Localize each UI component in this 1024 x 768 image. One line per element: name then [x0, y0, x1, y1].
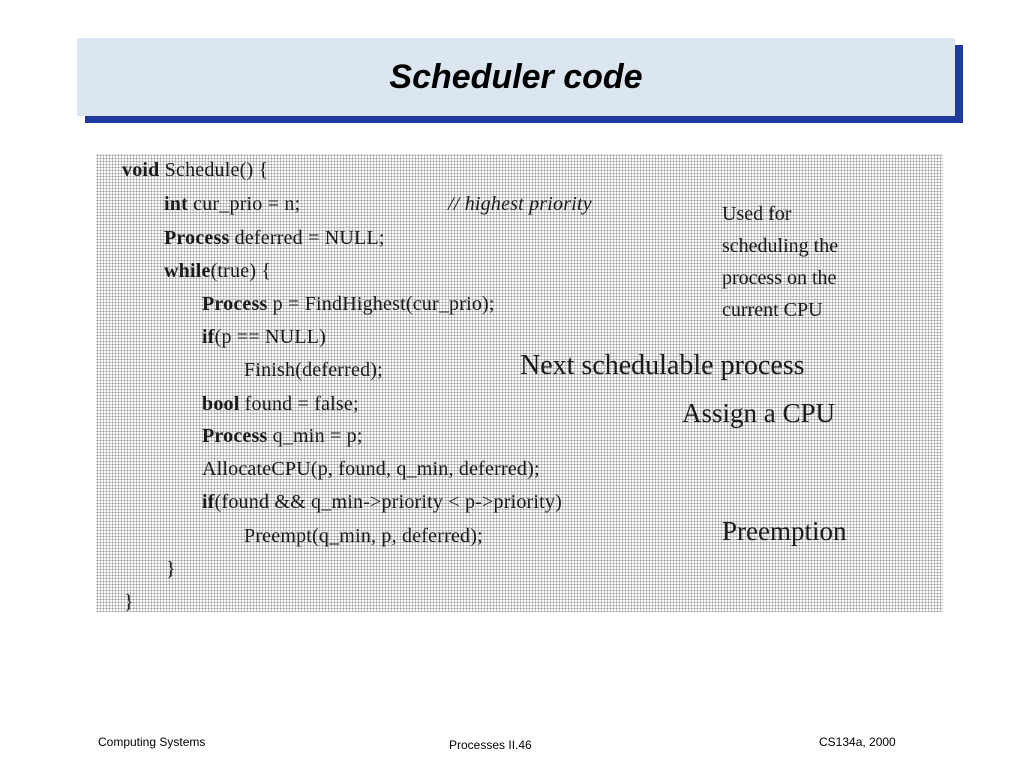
footer-center: Processes II.46 — [449, 738, 532, 752]
note-used-for-line-4: current CPU — [722, 299, 823, 321]
code-line-10 — [202, 459, 540, 479]
note-used-for-line-3: process on the — [722, 267, 837, 289]
code-keyword: Process — [202, 293, 268, 315]
title-box — [77, 38, 955, 116]
code-text: Preempt(q_min, p, deferred); — [244, 525, 483, 547]
code-line-7 — [244, 360, 383, 380]
note-assign-cpu: Assign a CPU — [682, 398, 836, 428]
code-text: (found && q_min->priority < p->priority) — [214, 491, 562, 513]
code-text: cur_prio = n; — [187, 193, 301, 215]
code-keyword: Process — [164, 227, 230, 249]
code-line-4 — [164, 261, 271, 281]
code-line-6 — [202, 327, 326, 347]
code-keyword: if — [202, 326, 215, 348]
code-keyword: bool — [202, 393, 240, 415]
code-text: Schedule() { — [159, 159, 269, 181]
code-text: found = false; — [239, 393, 359, 415]
code-keyword: int — [164, 193, 188, 215]
code-text: deferred = NULL; — [229, 227, 385, 249]
note-next-schedulable: Next schedulable process — [520, 350, 805, 381]
code-text: (p == NULL) — [214, 326, 327, 348]
code-line-11 — [202, 492, 562, 512]
code-line-8 — [202, 394, 359, 414]
code-text: AllocateCPU(p, found, q_min, deferred); — [202, 458, 540, 480]
note-used-for-line-1: Used for — [722, 203, 792, 225]
code-line-13 — [166, 559, 176, 579]
code-keyword: void — [122, 159, 160, 181]
code-line-1 — [122, 160, 268, 180]
code-keyword: if — [202, 491, 215, 513]
code-text: q_min = p; — [267, 425, 363, 447]
code-image — [96, 154, 943, 612]
code-line-2 — [164, 194, 300, 214]
note-used-for-line-2: scheduling the — [722, 235, 839, 257]
code-text: (true) { — [210, 260, 272, 282]
code-line-5 — [202, 294, 495, 314]
note-preemption: Preemption — [722, 516, 847, 546]
code-keyword: Process — [202, 425, 268, 447]
code-line-9 — [202, 426, 363, 446]
code-text: } — [124, 591, 134, 612]
slide-title: Scheduler code — [389, 57, 643, 96]
footer-right: CS134a, 2000 — [819, 735, 896, 749]
code-keyword: while — [164, 260, 211, 282]
code-line-14 — [124, 592, 134, 612]
code-comment: // highest priority — [448, 193, 592, 215]
code-line-12 — [244, 526, 483, 546]
footer-left: Computing Systems — [98, 735, 206, 749]
code-text: Finish(deferred); — [244, 359, 383, 381]
code-line-3 — [164, 228, 385, 248]
code-text: } — [166, 558, 176, 580]
code-text: p = FindHighest(cur_prio); — [267, 293, 495, 315]
